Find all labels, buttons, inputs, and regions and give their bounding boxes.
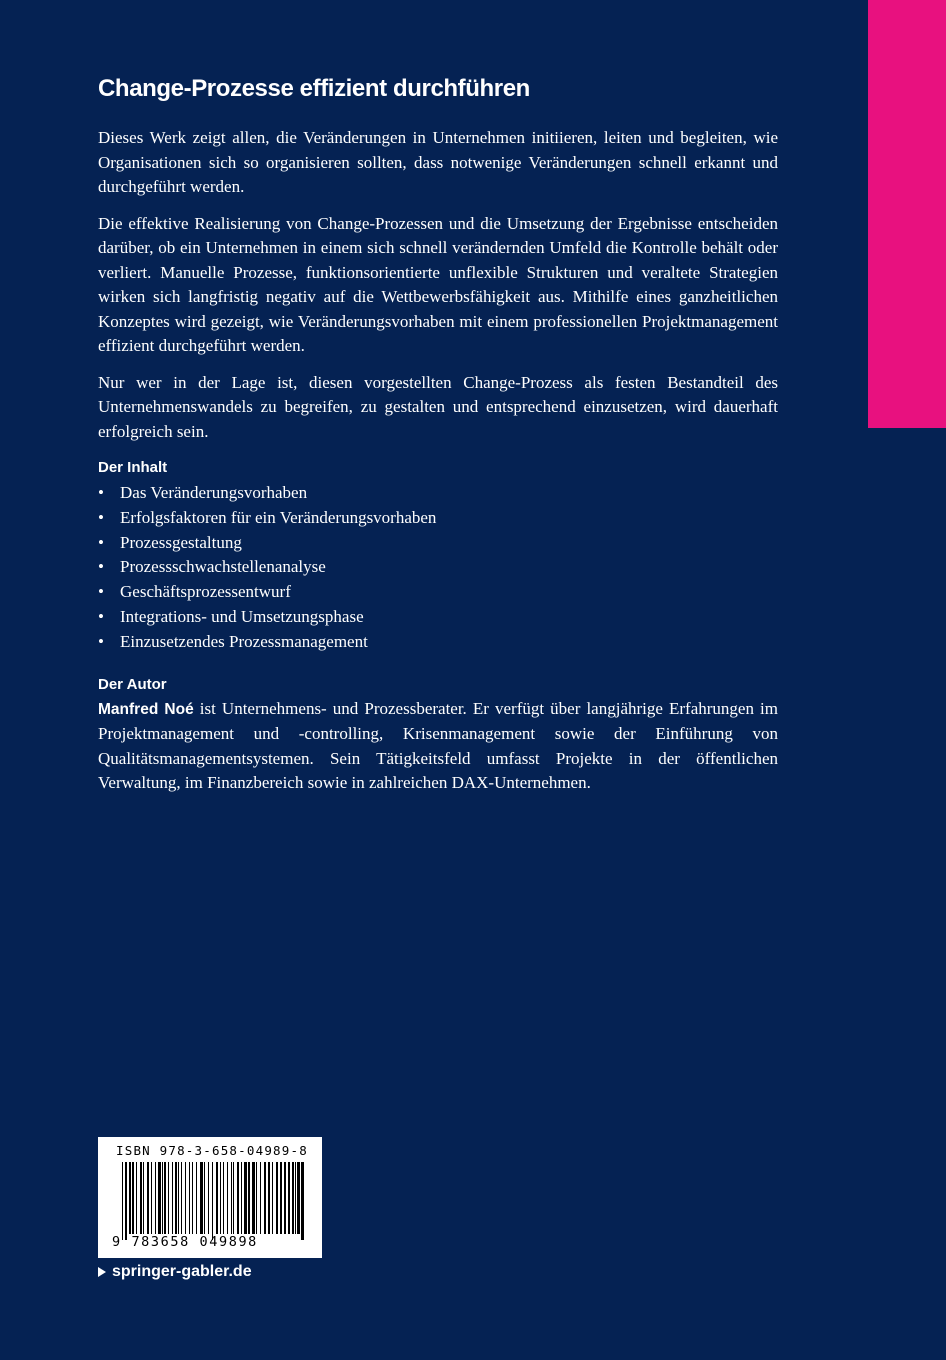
list-item: • Prozessschwachstellenanalyse [98,555,778,580]
arrow-right-icon [98,1267,106,1277]
barcode-bar [223,1162,224,1234]
barcode-bar [136,1162,137,1234]
barcode-bar [129,1162,131,1234]
barcode-bar [216,1162,218,1234]
barcode-bar [125,1162,127,1240]
barcode-bar [147,1162,149,1234]
barcode-bar [284,1162,286,1234]
author-bio [98,697,778,796]
contents-heading: Der Inhalt [98,459,168,476]
barcode-bar [227,1162,228,1234]
list-item: • Integrations- und Umsetzungsphase [98,605,778,630]
barcode-bar [264,1162,266,1234]
barcode-bar [276,1162,278,1234]
barcode-bar [181,1162,182,1234]
list-item: • Das Veränderungsvorhaben [98,481,778,506]
accent-bar [868,0,946,428]
list-item: • Einzusetzendes Prozessmanagement [98,630,778,655]
barcode-bar [233,1162,234,1234]
barcode-bar [185,1162,186,1234]
barcode-bar [192,1162,193,1234]
barcode-bar [301,1162,304,1240]
barcode-bar [168,1162,169,1234]
barcode-bar [158,1162,161,1234]
bullet-icon: • [98,507,104,527]
bullet-icon: • [98,582,104,602]
cover-title: Change-Prozesse effizient durchführen [98,75,530,102]
barcode-bar [178,1162,179,1234]
isbn-label: ISBN 978-3-658-04989-8 [116,1143,308,1158]
barcode-bar [268,1162,270,1234]
barcode-bar [143,1162,144,1234]
barcode-bar [212,1162,213,1240]
intro-paragraph-1: Dieses Werk zeigt allen, die Veränderungen in Unternehmen initiieren, leiten und begleiten, wie Organisationen sich so organisieren sollten, dass notwenige Veränderungen schnell erkannt und durchgeführt werden. [98,128,778,196]
bullet-icon: • [98,631,104,651]
barcode-bar [132,1162,134,1234]
barcode-bar [241,1162,242,1234]
barcode-digits: 9 783658 049898 [112,1234,258,1250]
barcode-bar [256,1162,257,1234]
barcode-bar [140,1162,142,1234]
list-item: • Erfolgsfaktoren für ein Veränderungsvorhaben [98,506,778,531]
barcode-bar [220,1162,221,1234]
barcode-bar [172,1162,173,1234]
website-link[interactable] [98,1263,252,1281]
barcode-bar [237,1162,239,1234]
barcode-bar [189,1162,190,1234]
barcode-bar [164,1162,166,1234]
bullet-icon: • [98,606,104,626]
isbn-barcode [98,1137,322,1258]
barcode-bar [162,1162,163,1234]
bullet-icon: • [98,532,104,552]
barcode-bar [151,1162,152,1234]
list-item: • Prozessgestaltung [98,531,778,556]
barcode-bar [272,1162,273,1234]
barcode-bar [252,1162,255,1234]
website-text: springer-gabler.de [112,1263,252,1280]
barcode-bar [204,1162,205,1234]
barcode-bar [297,1162,300,1234]
barcode-bar [155,1162,156,1234]
contents-list [98,481,778,655]
list-item: • Geschäftsprozessentwurf [98,580,778,605]
author-name: Manfred Noé [98,700,194,718]
bullet-icon: • [98,557,104,577]
back-cover-text [98,70,778,808]
barcode-bar [208,1162,209,1234]
barcode-bar [295,1162,296,1234]
barcode-bar [196,1162,197,1234]
barcode-bar [175,1162,177,1234]
barcode-bar [292,1162,294,1234]
barcode-bar [231,1162,232,1234]
author-heading: Der Autor [98,675,167,693]
barcode-bar [200,1162,203,1234]
author-bio-text: ist Unternehmens- und Prozessberater. Er verfügt über langjährige Erfahrungen im Projektmanagement und -controlling, Krisenmanagement sowie der Einführung von Qualitätsmanagementsystemen. Sein Tätigkeitsfeld umfasst Projekte in der öffentlichen Verwaltung, im Finanzbereich sowie in zahlreichen DAX-Unternehmen. [98,698,778,793]
intro-paragraph-2: Die effektive Realisierung von Change-Prozessen und die Umsetzung der Ergebnisse entscheiden darüber, ob ein Unternehmen in einem sich schnell verändernden Umfeld die Kontrolle behält oder verliert. Manuelle Prozesse, funktionsorientierte unflexible Strukturen und veraltete Strategien wirken sich langfristig negativ auf die Wettbewerbsfähigkeit aus. Mithilfe eines ganzheitlichen Konzeptes wird gezeigt, wie Veränderungsvorhaben mit einem professionellen Projektmanagement effizient durchgeführt werden. [98,213,778,355]
bullet-icon: • [98,483,104,502]
barcode-bar [260,1162,261,1234]
barcode-bars [112,1162,312,1242]
barcode-bar [288,1162,290,1234]
intro-paragraph-3: Nur wer in der Lage ist, diesen vorgestellten Change-Prozess als festen Bestandteil des Unternehmenswandels zu begreifen, zu gestalten und entsprechend einzusetzen, wird dauerhaft erfolgreich sein. [98,372,778,441]
barcode-bar [244,1162,247,1234]
barcode-bar [122,1162,123,1240]
barcode-bar [248,1162,250,1234]
barcode-bar [280,1162,282,1234]
